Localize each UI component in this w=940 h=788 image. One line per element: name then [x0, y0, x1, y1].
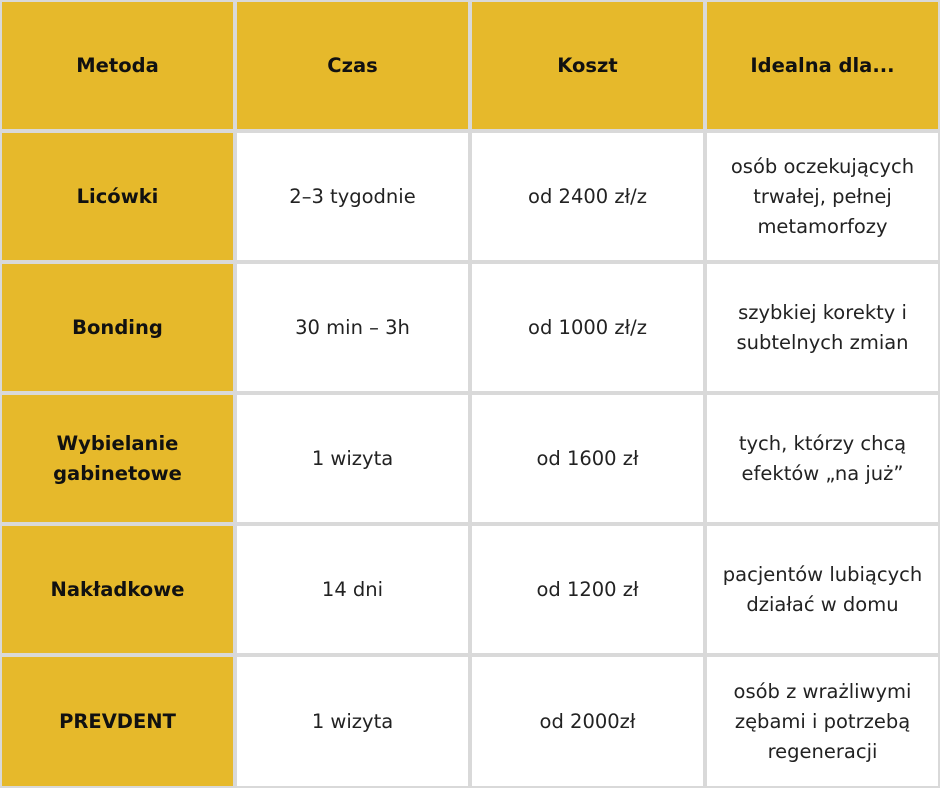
- row-ideal-for: szybkiej korekty i subtelnych zmian: [705, 262, 940, 393]
- row-time: 2–3 tygodnie: [235, 131, 470, 262]
- row-ideal-for: osób oczekujących trwałej, pełnej metamorfozy: [705, 131, 940, 262]
- row-method: Nakładkowe: [0, 524, 235, 655]
- row-cost: od 1600 zł: [470, 393, 705, 524]
- row-method: PREVDENT: [0, 655, 235, 788]
- row-time: 1 wizyta: [235, 655, 470, 788]
- row-cost: od 1000 zł/z: [470, 262, 705, 393]
- header-cost: Koszt: [470, 0, 705, 131]
- row-time: 30 min – 3h: [235, 262, 470, 393]
- row-ideal-for: osób z wrażliwymi zębami i potrzebą regeneracji: [705, 655, 940, 788]
- row-cost: od 2400 zł/z: [470, 131, 705, 262]
- row-ideal-for: tych, którzy chcą efektów „na już”: [705, 393, 940, 524]
- header-time: Czas: [235, 0, 470, 131]
- row-method: Bonding: [0, 262, 235, 393]
- row-cost: od 1200 zł: [470, 524, 705, 655]
- row-cost: od 2000zł: [470, 655, 705, 788]
- row-method: Licówki: [0, 131, 235, 262]
- row-ideal-for: pacjentów lubiących działać w domu: [705, 524, 940, 655]
- row-time: 1 wizyta: [235, 393, 470, 524]
- header-ideal-for: Idealna dla...: [705, 0, 940, 131]
- header-method: Metoda: [0, 0, 235, 131]
- row-time: 14 dni: [235, 524, 470, 655]
- row-method: Wybielanie gabinetowe: [0, 393, 235, 524]
